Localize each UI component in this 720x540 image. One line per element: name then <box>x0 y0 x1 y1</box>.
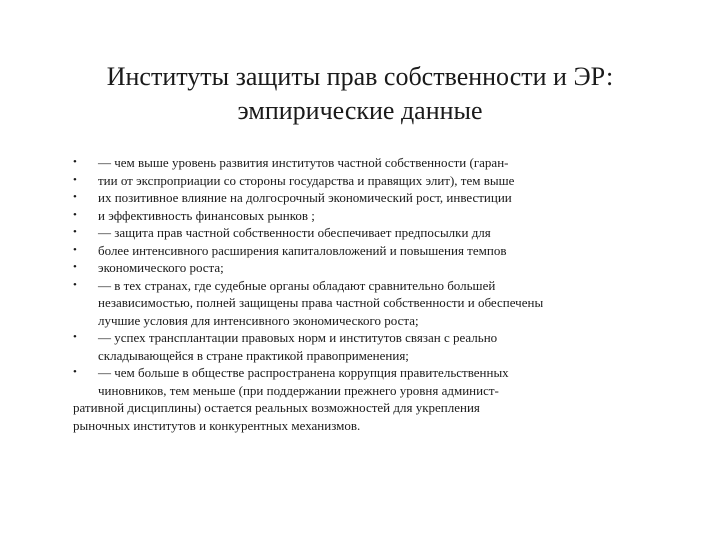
bullet-icon: • <box>73 243 77 256</box>
bullet-icon: • <box>73 278 77 291</box>
bullet-icon: • <box>73 226 77 238</box>
list-item-text: чиновников, тем меньше (при поддержании прежнего уровня админист- <box>98 382 499 398</box>
list-item-text: — чем выше уровень развития институтов частной собственности (гаран- <box>98 155 509 170</box>
list-item-text: независимостью, полней защищены права частной собственности и обеспечены <box>98 295 544 310</box>
list-item-text: экономического роста; <box>98 260 224 275</box>
list-item-text: — защита прав частной собственности обеспечивает предпосылки для <box>98 225 491 240</box>
list-item-text: и эффективность финансовых рынков ; <box>98 207 315 223</box>
bullet-icon: • <box>73 173 77 186</box>
bullet-icon: • <box>73 156 77 168</box>
list-item <box>73 277 643 295</box>
bullet-icon: • <box>73 366 77 378</box>
list-item-text: рыночных институтов и конкурентных механизмов. <box>73 417 361 433</box>
list-item <box>73 329 643 347</box>
list-item <box>73 189 643 207</box>
slide-title-line-2: эмпирические данные <box>237 96 483 125</box>
slide-title-line-1: Институты защиты прав собственности и ЭР: <box>106 62 614 91</box>
list-item <box>73 172 643 190</box>
list-item-text: лучшие условия для интенсивного экономического роста; <box>98 312 419 328</box>
list-item-text: — в тех странах, где судебные органы обладают сравнительно большей <box>98 277 496 293</box>
list-item-text: тии от экспроприации со стороны государства и правящих элит), тем выше <box>98 172 515 188</box>
list-item-text: более интенсивного расширения капиталовложений и повышения темпов <box>98 242 507 258</box>
bullet-icon: • <box>73 191 77 203</box>
list-item <box>73 154 643 172</box>
slide-title <box>60 60 660 128</box>
list-item-continuation <box>73 417 643 435</box>
bullet-list <box>73 154 643 434</box>
list-item-text: — чем больше в обществе распространена коррупция правительственных <box>98 365 509 380</box>
bullet-icon: • <box>73 208 77 221</box>
bullet-icon: • <box>73 331 77 343</box>
list-item <box>73 259 643 277</box>
list-item-text: ративной дисциплины) остается реальных возможностей для укрепления <box>73 400 480 415</box>
list-item-continuation <box>73 294 643 312</box>
list-item-text: их позитивное влияние на долгосрочный экономический рост, инвестиции <box>98 190 512 205</box>
list-item <box>73 224 643 242</box>
bullet-icon: • <box>73 261 77 273</box>
list-item-text: складывающейся в стране практикой правоприменения; <box>98 347 409 363</box>
list-item-continuation <box>73 312 643 330</box>
list-item <box>73 207 643 225</box>
list-item-text: — успех трансплантации правовых норм и институтов связан с реально <box>98 330 498 345</box>
list-item-continuation <box>73 399 643 417</box>
list-item-continuation <box>73 382 643 400</box>
list-item-continuation <box>73 347 643 365</box>
list-item <box>73 242 643 260</box>
list-item <box>73 364 643 382</box>
